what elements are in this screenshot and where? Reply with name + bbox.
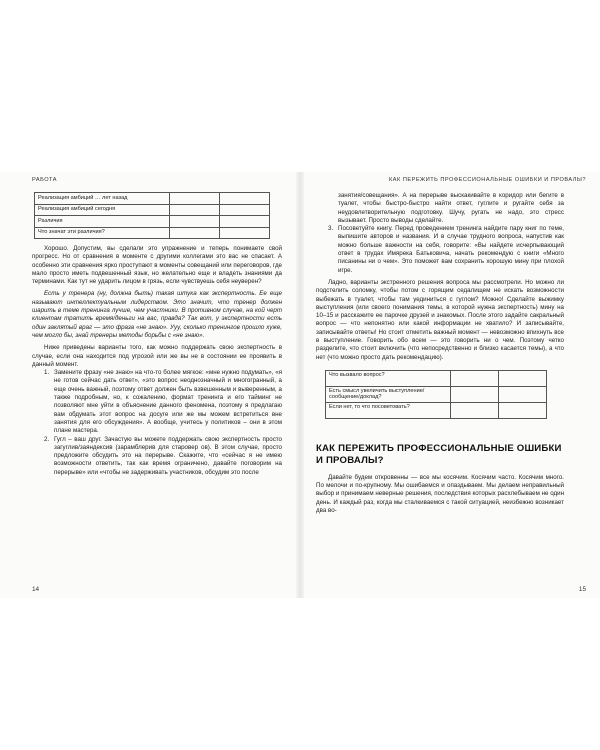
running-head-right: КАК ПЕРЕЖИТЬ ПРОФЕССИОНАЛЬНЫЕ ОШИБКИ И ПРОВАЛЫ? [389,177,586,183]
list-item [32,369,282,435]
table-row [35,193,270,205]
table-row [35,216,270,228]
left-page [0,172,298,598]
table-cell-label: Что вызвало вопрос? [326,370,451,386]
table-cell-label: Если нет, то что посоветовать? [326,402,451,418]
list-item-text: Замените фразу «не знаю» на что-то более мягкое: «мне нужно подумать», «я не готов сейчас дать ответ», «это вопрос неоднозначный и многогранный, а еще очень важный, поэтому ответ должен быть взвешенным и выверенным, а также подробным, но, к сожалению, формат тренинга и его тайминг не позволяют мне уйти в объяснение данного феномена, поэтому я предлагаю вам обдумать этот вопрос на досуге или же мы можем встретиться вне занятия для его обсуждения». А вообще, учитесь у политиков – они в этом плане мастера. [54,369,282,435]
book-spread [0,172,600,598]
paragraph: Ниже приведены варианты того, как можно поддержать свою экспертность в случае, если она находится под угрозой или же вы не в состоянии ее проявить в данный момент. [32,344,282,368]
ambitions-table [34,192,270,239]
table-row [326,402,547,418]
list-item-text: Гугл – ваш друг. Зачастую вы можете поддержать свою экспертность просто загуглив/заяндексив (зарамблерив для старовер ов). В этом случае, просто предложите обсудить это на перерыве. Скажите, что «сейчас я не имею возможности ответить, так как время ограничено, давайте поговорим на перерыве» или «чтобы не задерживать участников, обсудим это после [54,435,282,476]
table-cell [170,227,220,239]
table-row [35,227,270,239]
paragraph: Хорошо. Допустим, вы сделали это упражнение и теперь понимаете свой прогресс. Но от сравнения в моменте с другими коллегами это вас не спасает. А особенно эти сравнения ярко проступают в моменты совещаний или переговоров, где мало просто иметь подвешенный язык, но желательно еще и владеть знаниями да терминами. Как тут не ударить лицом в грязь, если чувствуешь себя неуверен? [32,245,282,286]
table-cell [499,370,547,386]
numbered-list [316,192,564,275]
table-cell [499,402,547,418]
table-cell [170,216,220,228]
table-cell-label: Что значат эти различия? [35,227,170,239]
list-number: 2. [44,435,50,443]
running-head-left: РАБОТА [32,177,58,183]
table-cell [220,204,270,216]
right-page [302,172,600,598]
list-number: 1. [44,369,50,377]
questions-table [325,370,547,419]
table-cell-label: Есть смысл увеличить выступление/сообщение/доклад? [326,386,451,402]
table-cell [220,227,270,239]
list-number: 3. [328,225,334,233]
section-heading: КАК ПЕРЕЖИТЬ ПРОФЕССИОНАЛЬНЫЕ ОШИБКИ И ПРОВАЛЫ? [316,442,562,467]
table-cell-label: Реализация амбиций … лет назад [35,193,170,205]
table-cell [170,204,220,216]
table-cell [499,386,547,402]
paragraph: Ладно, варианты экстренного решения вопроса мы рассмотрели. Но можно ли подстелить соломку, чтобы потом с горящим седалищем не искать возможности выбежать в туалет, чтобы там уединиться с гуглом? Можно! Сделайте выжимку выступления (или своего понимания темы, в которой нужна экспертность) мину на 10–15 и расскажите ее парочке друзей и знакомых. После этого задайте сакральный вопрос — что непонятно или какой информации не хватило? И записывайте, записывайте ответы! Но стоит отметить важный момент — невозможно впихнуть все в выступление. Говорить обо всем — это говорить ни о чем. Поэтому четко разделите, что стоит включить (что непосредственно и близко касается темы), а что нет (что можно просто дать рекомендацию). [316,278,564,361]
table-cell-label: Реализация амбиций сегодня [35,204,170,216]
table-row [35,204,270,216]
list-item [32,436,282,477]
right-text-column [316,192,564,515]
table-cell [451,370,499,386]
table-cell [220,216,270,228]
list-item-continuation [316,192,564,225]
table-cell [451,402,499,418]
list-item-text: занятия/совещания». А на перерыве выскакивайте в коридор или бегите в туалет, чтобы быстро-быстро найти ответ, гуглите и ругайте себя за неудовлетворительную подготовку. Шучу, ругать не надо, это стресс вызывает. Просто выводы сделайте. [338,192,564,224]
table-cell [451,386,499,402]
left-text-column [32,192,282,477]
table-row [326,386,547,402]
table-cell-label: Различия [35,216,170,228]
page-number-left: 14 [32,586,40,593]
list-item-text: Посоветуйте книгу. Перед проведением тренинга найдите пару книг по теме, выпишите авторов и названия. И в случае трудного вопроса, напустив как можно больше важности на себя, говорите: «Вы найдете исчерпывающий ответ в трудах Имярека Батьковича, начать рекомендую с книги «Много писанины ни о чем». Это поможет вам сохранить хорошую мину при плохой игре. [338,225,564,274]
table-cell [170,193,220,205]
paragraph-italic: Есть у тренера (ну, должна быть) такая штука как экспертность. Ее еще называют интеллектуальным лидерством. Это значит, что тренер должен шарить в теме тренинга лучше, чем участники. В противном случае, на кой черт клиентам тратить время/деньги на вас, правда? Так вот, у экспертности есть один заклятый враг — это фраза «не знаю». Ууу, сколько тренингов прошло хуже, чем могло бы, знай тренеры методы борьбы с «не знаю». [32,290,282,339]
table-row [326,370,547,386]
numbered-list [32,369,282,477]
page-number-right: 15 [578,586,586,593]
paragraph: Давайте будем откровенны — все мы косячим. Косячим часто. Косячим много. По мелочи и по-крупному. Мы ошибаемся и опаздываем. Мы делаем неправильный выбор и принимаем неверные решения, последствия которых расхлебываем не один день. И каждый раз, когда мы сталкиваемся с такой ситуацией, неизбежно возникает два во- [316,473,564,514]
list-item [316,225,564,275]
table-cell [220,193,270,205]
